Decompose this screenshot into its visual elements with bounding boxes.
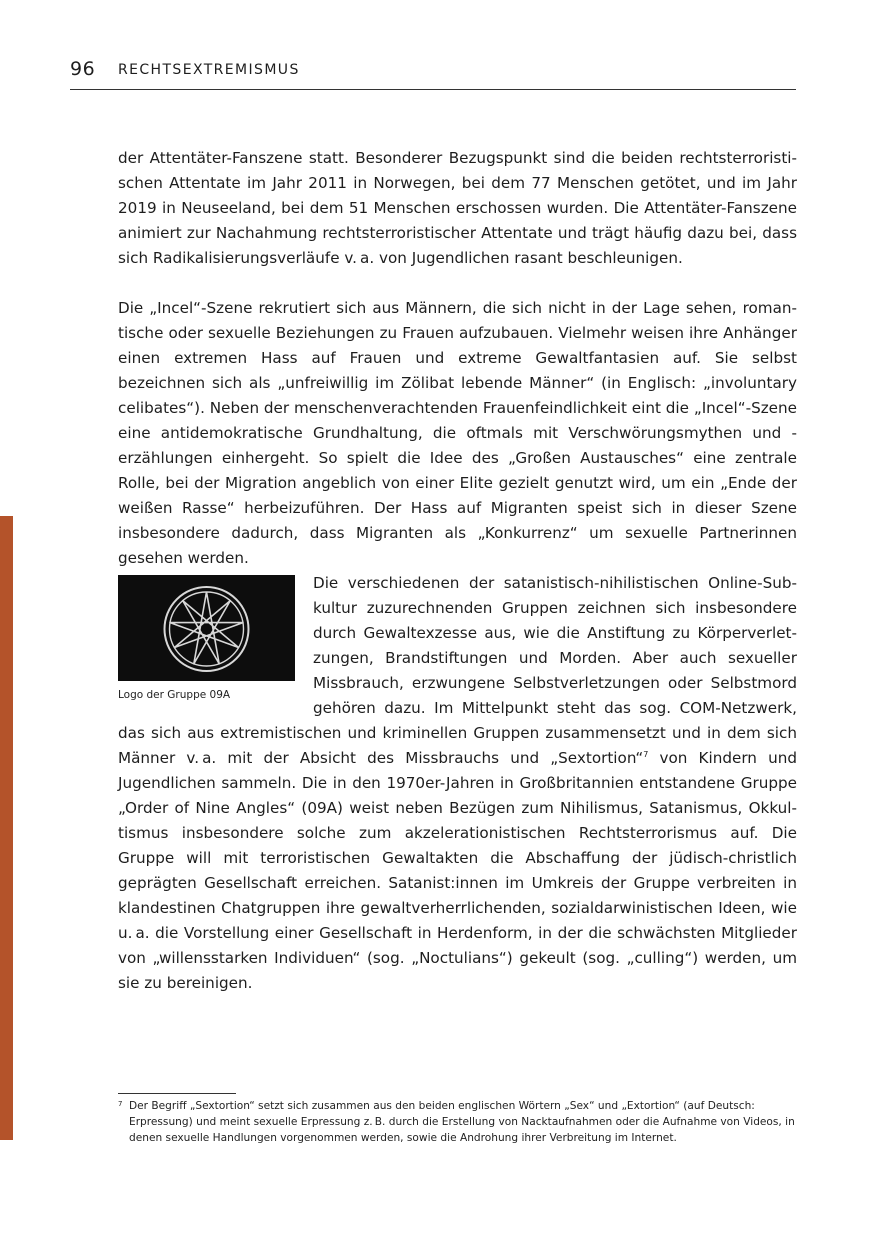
logo-09a-image bbox=[118, 575, 295, 681]
footnote-reference[interactable]: 7 bbox=[643, 750, 649, 759]
paragraph-2-text: Die „Incel“-Szene rekrutiert sich aus Männern, die sich nicht in der Lage sehen, romantische oder sexuelle Beziehungen zu Frauen aufzubauen. Vielmehr weisen ihre Anhänger einen extremen Hass auf Frauen und extreme Gewaltfantasien auf. Sie selbst bezeichnen sich als „unfreiwillig im Zölibat lebende Männer“ (in Englisch: „involuntary celibates“). Neben der menschenverachtenden Frauenfeindlichkeit eint die „Incel“-Szene eine antidemokratische Grundhaltung, die oftmals mit Verschwörungsmythen und -erzählungen einhergeht. So spielt die Idee des „Großen Austausches“ eine zentrale Rolle, bei der Migration angeblich von einer Elite gezielt genutzt wird, um ein „Ende der weißen Rasse“ herbeizuführen. Der Hass auf Migranten speist sich in dieser Szene insbesondere dadurch, dass Migranten als „Konkurrenz“ um sexuelle Partnerinnen gesehen werden. bbox=[118, 299, 797, 567]
page-number: 96 bbox=[70, 58, 96, 80]
paragraph-3 bbox=[118, 571, 797, 996]
logo-inner-ring bbox=[170, 592, 244, 666]
footnote-text: Der Begriff „Sextortion“ setzt sich zusammen aus den beiden englischen Wörtern „Sex“ und „Extortion“ (auf Deutsch: Erpressung) und meint sexuelle Erpressung z. B. durch die Erstellung von Nacktaufnahmen oder die Aufnahme von Videos, in denen sexuelle Handlungen vorgenommen werden, sowie die Androhung ihrer Verbreitung im Internet. bbox=[129, 1100, 795, 1144]
logo-outer-ring bbox=[165, 587, 249, 671]
nine-pointed-star-icon bbox=[118, 575, 295, 681]
paragraph-2 bbox=[118, 296, 797, 571]
paragraph-3-text-b: von Kindern und Jugendlichen sammeln. Die in den 1970er-Jahren in Großbritannien entstandene Gruppe „Order of Nine Angles“ (09A) weist neben Bezügen zum Nihilismus, Satanismus, Okkultismus insbesondere solche zum akzelerationistischen Rechtsterrorismus auf. Die Gruppe will mit terroristischen Gewaltakten die Abschaffung der jüdisch-christlich geprägten Gesellschaft erreichen. Satanist:innen im Umkreis der Gruppe verbreiten in klandestinen Chatgruppen ihre gewaltverherrlichenden, sozialdarwinistischen Ideen, wie u. a. die Vorstellung einer Gesellschaft in Herdenform, in der die schwächsten Mitglieder von „willensstarken Individuen“ (sog. „Noctulians“) gekeult (sog. „culling“) werden, um sie zu bereinigen. bbox=[118, 749, 797, 992]
running-title: RECHTSEXTREMISMUS bbox=[118, 62, 300, 78]
paragraph-1 bbox=[118, 146, 797, 271]
footnote bbox=[118, 1098, 797, 1146]
side-color-bar bbox=[0, 516, 13, 1140]
footnote-marker: 7 bbox=[118, 1100, 123, 1108]
figure-caption: Logo der Gruppe 09A bbox=[118, 689, 231, 701]
paragraph-1-text: der Attentäter-Fanszene statt. Besonderer Bezugspunkt sind die beiden rechtsterroristischen Attentate im Jahr 2011 in Norwegen, bei dem 77 Menschen getötet, und im Jahr 2019 in Neuseeland, bei dem 51 Menschen erschossen wurden. Die Attentäter-Fanszene animiert zur Nachahmung rechtsterroristischer Attentate und trägt häufig dazu bei, dass sich Radikalisierungsverläufe v. a. von Jugendlichen rasant beschleunigen. bbox=[118, 149, 797, 267]
page-header bbox=[70, 58, 796, 90]
paragraph-3-text-a: Die verschiedenen der satanistisch-nihilistischen Online-Subkultur zuzurechnenden Gruppen zeichnen sich insbesondere durch Gewaltexzesse aus, wie die Anstiftung zu Körperverletzungen, Brandstiftungen und Morden. Aber auch sexueller Missbrauch, erzwungene Selbstverletzungen oder Selbstmord gehören dazu. Im Mittelpunkt steht das sog. COM-Netzwerk, das sich aus extremistischen und kriminellen Gruppen zusammensetzt und in dem sich Männer v. a. mit der Absicht des Missbrauchs und „Sextortion“ bbox=[118, 574, 797, 767]
footnote-divider bbox=[118, 1093, 236, 1094]
figure-logo-09a bbox=[118, 575, 295, 702]
